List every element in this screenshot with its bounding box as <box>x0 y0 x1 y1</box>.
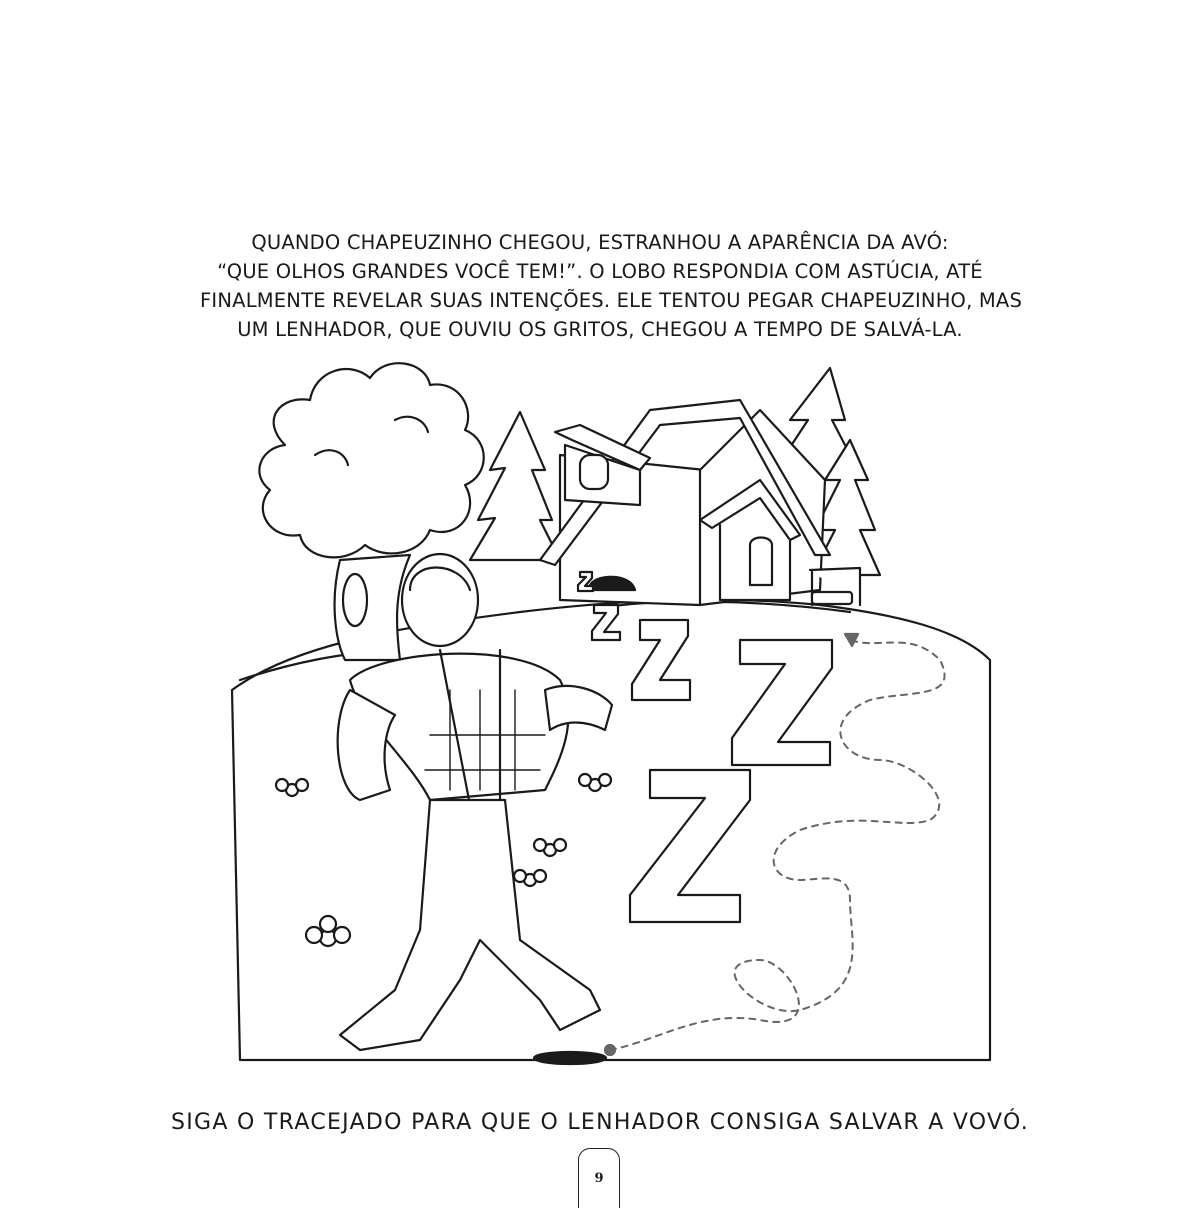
page-number: 9 <box>594 1171 604 1186</box>
page-number-tab <box>578 1148 620 1208</box>
story-line-2: “QUE OLHOS GRANDES VOCÊ TEM!”. O LOBO RESPONDIA COM ASTÚCIA, ATÉ <box>217 260 983 283</box>
story-line-4: UM LENHADOR, QUE OUVIU OS GRITOS, CHEGOU A TEMPO DE SALVÁ-LA. <box>237 318 963 341</box>
story-line-1: QUANDO CHAPEUZINHO CHEGOU, ESTRANHOU A APARÊNCIA DA AVÓ: <box>251 231 949 254</box>
hill <box>232 600 990 1060</box>
activity-instruction: SIGA O TRACEJADO PARA QUE O LENHADOR CONSIGA SALVAR A VOVÓ. <box>170 1110 1030 1135</box>
story-line-3: FINALMENTE REVELAR SUAS INTENÇÕES. ELE TENTOU PEGAR CHAPEUZINHO, MAS <box>200 289 1023 312</box>
